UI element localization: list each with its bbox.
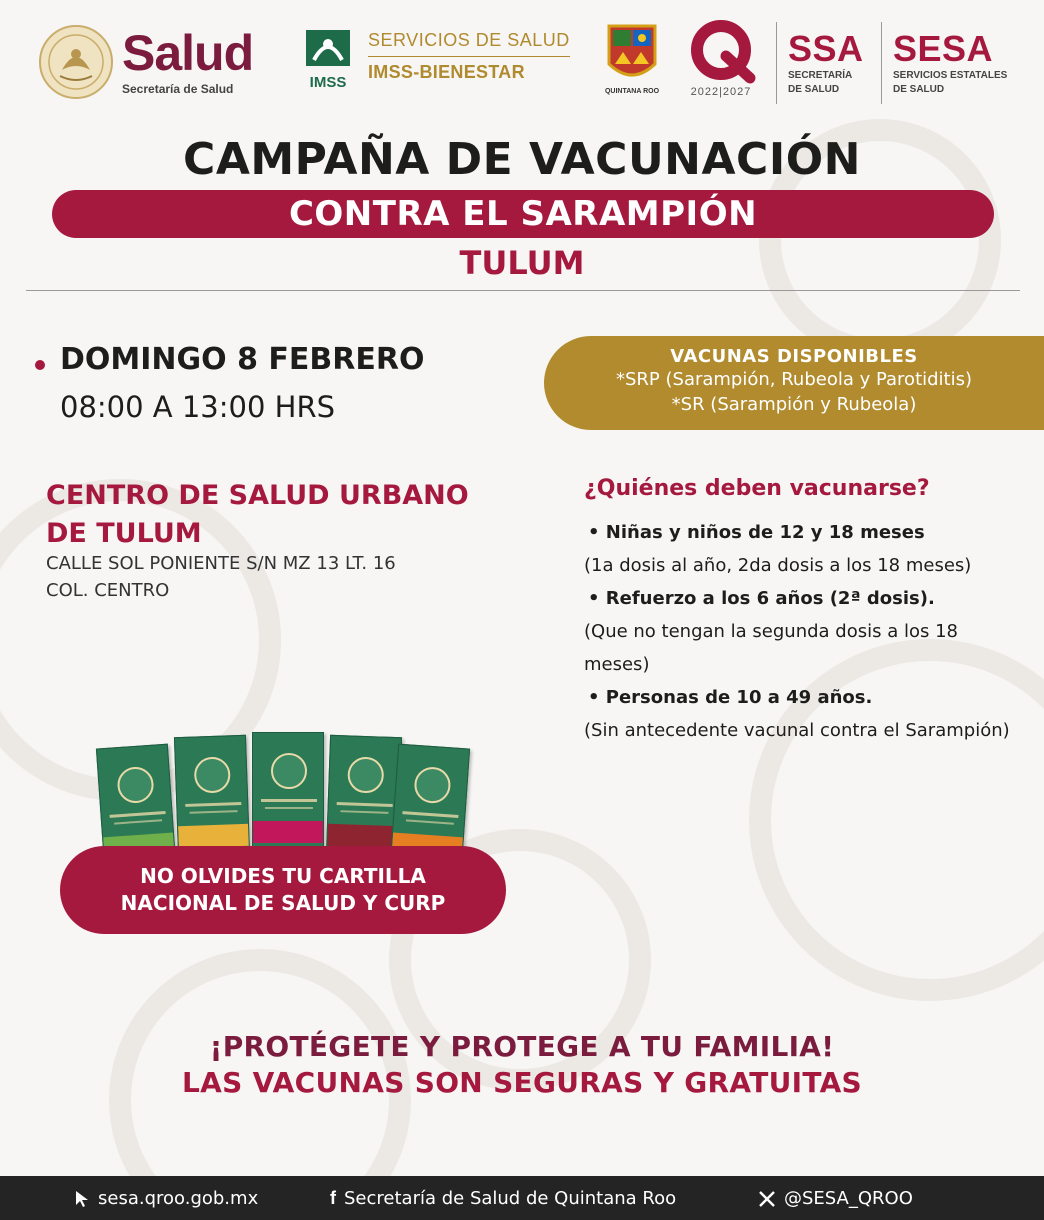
x-logo-icon — [758, 1190, 776, 1208]
footer-website[interactable] — [74, 1188, 258, 1209]
ssa-logo — [788, 30, 864, 96]
group-note: (Que no tengan la segunda dosis a los 18 meses) — [584, 621, 958, 675]
header-divider — [881, 22, 882, 104]
footer-facebook[interactable] — [330, 1188, 676, 1209]
campaign-subtitle: CONTRA EL SARAMPIÓN — [52, 190, 994, 238]
vaccine-item: *SRP (Sarampión, Rubeola y Parotiditis) — [615, 369, 973, 390]
campaign-city: TULUM — [459, 244, 585, 282]
footer-bar — [0, 1176, 1044, 1220]
group-note: (1a dosis al año, 2da dosis a los 18 meses) — [584, 555, 972, 576]
health-card-image — [252, 732, 324, 852]
group-label: • Personas de 10 a 49 años. — [588, 687, 873, 708]
campaign-title: CAMPAÑA DE VACUNACIÓN — [183, 134, 861, 185]
slogan-line-1: ¡PROTÉGETE Y PROTEGE A TU FAMILIA! — [209, 1030, 835, 1063]
vaccine-item: *SR (Sarampión y Rubeola) — [671, 394, 917, 415]
ssa-subtitle-1: SECRETARÍA — [788, 70, 853, 81]
ssa-subtitle-2: DE SALUD — [788, 84, 840, 95]
mexico-seal-icon — [38, 24, 114, 100]
sesa-logo — [893, 30, 1007, 96]
title-divider — [26, 290, 1020, 291]
slogan-line-2: LAS VACUNAS SON SEGURAS Y GRATUITAS — [181, 1066, 863, 1099]
header-logos — [0, 0, 1044, 120]
group-label: • Refuerzo a los 6 años (2ª dosis). — [588, 588, 935, 609]
bienestar-bottom-text: IMSS-BIENESTAR — [368, 62, 525, 82]
ssa-title: SSA — [788, 28, 864, 69]
salud-logo — [122, 25, 254, 96]
event-time: 08:00 A 13:00 HRS — [60, 390, 336, 424]
facebook-icon: f — [330, 1188, 336, 1208]
footer-x[interactable] — [758, 1188, 913, 1209]
who-should-vaccinate-title: ¿Quiénes deben vacunarse? — [584, 476, 930, 501]
event-place — [46, 477, 469, 553]
imss-label: IMSS — [309, 74, 347, 91]
bienestar-top-text: SERVICIOS DE SALUD — [368, 30, 570, 57]
salud-title: Salud — [122, 25, 254, 81]
place-line-2: DE TULUM — [46, 518, 202, 549]
sesa-subtitle-2: DE SALUD — [893, 84, 945, 95]
reminder-line-1: NO OLVIDES TU CARTILLA — [140, 864, 426, 888]
reminder-banner — [60, 846, 506, 934]
x-handle-link[interactable]: @SESA_QROO — [784, 1188, 913, 1209]
vaccines-available-box — [544, 336, 1044, 430]
address-line-1: CALLE SOL PONIENTE S/N MZ 13 LT. 16 — [46, 553, 396, 574]
health-cards-image — [96, 728, 468, 850]
group-note: (Sin antecedente vacunal contra el Sarampión) — [584, 720, 1010, 741]
reminder-line-2: NACIONAL DE SALUD Y CURP — [120, 891, 446, 915]
place-line-1: CENTRO DE SALUD URBANO — [46, 480, 469, 511]
government-years: 2022|2027 — [690, 86, 752, 98]
bullet-dot-icon — [35, 360, 45, 370]
sesa-subtitle-1: SERVICIOS ESTATALES — [893, 70, 1008, 81]
address-line-2: COL. CENTRO — [46, 580, 170, 601]
sesa-title: SESA — [893, 28, 994, 69]
q-government-logo-icon — [680, 20, 762, 84]
group-label: • Niñas y niños de 12 y 18 meses — [588, 522, 925, 543]
event-address — [46, 550, 396, 604]
facebook-link[interactable]: Secretaría de Salud de Quintana Roo — [344, 1188, 677, 1209]
imss-bienestar-logo — [368, 30, 570, 83]
event-date: DOMINGO 8 FEBRERO — [60, 342, 425, 377]
quintana-roo-label: QUINTANA ROO — [604, 88, 660, 95]
health-card-image — [174, 735, 250, 857]
header-divider — [776, 22, 777, 104]
quintana-roo-shield-icon — [605, 20, 659, 86]
cursor-arrow-icon — [74, 1190, 90, 1208]
salud-subtitle: Secretaría de Salud — [122, 82, 234, 96]
who-should-vaccinate-list — [584, 516, 1024, 747]
website-link[interactable]: sesa.qroo.gob.mx — [98, 1188, 259, 1209]
vaccines-title: VACUNAS DISPONIBLES — [670, 346, 918, 367]
